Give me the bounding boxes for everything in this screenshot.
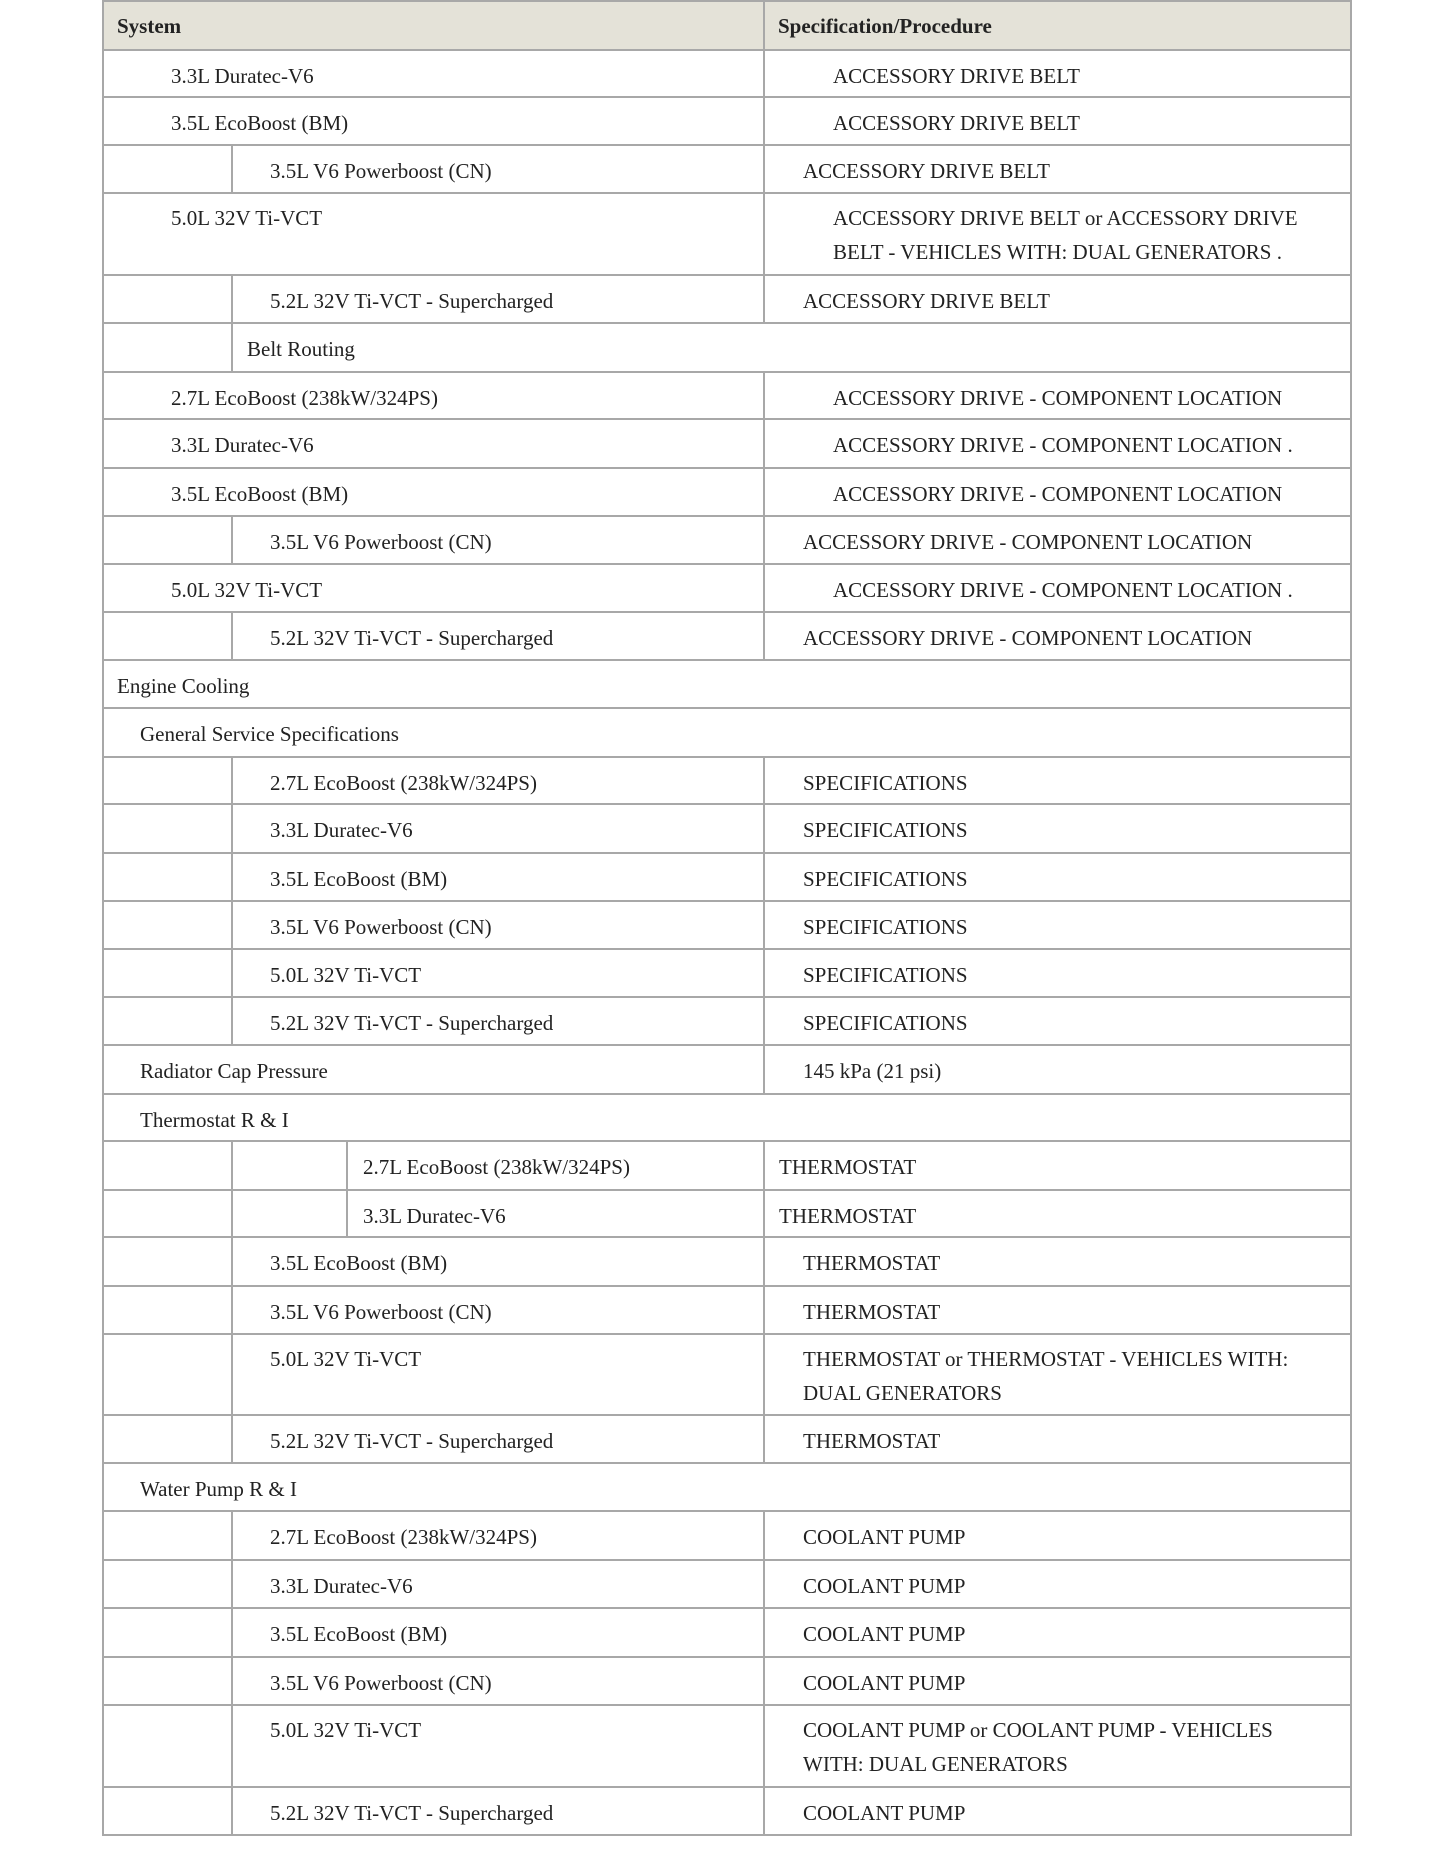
spec-value: ACCESSORY DRIVE BELT [803,289,1050,313]
system-label: 3.5L EcoBoost (BM) [270,867,448,891]
spec-value: COOLANT PUMP [803,1801,966,1825]
system-cell [104,1095,1350,1140]
table-header [102,0,1352,51]
system-cell [104,469,763,515]
spec-value: ACCESSORY DRIVE - COMPONENT LOCATION . [833,433,1293,457]
table-row [102,1510,1352,1561]
spec-cell [763,902,1350,948]
spec-value: THERMOSTAT [779,1204,917,1228]
system-label: 2.7L EcoBoost (238kW/324PS) [270,1525,537,1549]
system-label: 3.5L V6 Powerboost (CN) [270,530,492,554]
spec-cell [763,1335,1350,1414]
system-cell [104,1512,763,1559]
system-cell [104,1046,763,1093]
table-row [102,659,1352,709]
system-label: 3.3L Duratec-V6 [171,64,314,88]
table-row [102,1786,1352,1836]
spec-cell [763,1287,1350,1333]
table-row [102,1093,1352,1142]
table-row [102,1559,1352,1609]
spec-cell [763,1416,1350,1462]
system-cell [104,661,1350,707]
spec-cell [763,805,1350,852]
system-cell [104,276,763,322]
spec-cell [763,1609,1350,1656]
spec-cell [763,194,1350,274]
table-row [102,515,1352,565]
table-row [102,371,1352,420]
spec-value: ACCESSORY DRIVE BELT [833,64,1080,88]
spec-value: ACCESSORY DRIVE - COMPONENT LOCATION [803,626,1253,650]
system-cell [104,517,763,563]
system-cell [104,146,763,192]
table-row [102,1607,1352,1658]
table-row [102,948,1352,998]
spec-value: SPECIFICATIONS [803,771,968,795]
spec-cell [763,1706,1350,1786]
system-label: 3.3L Duratec-V6 [270,1574,413,1598]
spec-cell [763,1561,1350,1607]
system-cell [104,1335,763,1414]
system-label: 5.0L 32V Ti-VCT [270,1718,422,1742]
table-row [102,1414,1352,1464]
table-row [102,192,1352,276]
table-row [102,756,1352,805]
table-row [102,1044,1352,1095]
system-label: 5.0L 32V Ti-VCT [171,206,323,230]
spec-cell [763,950,1350,996]
table-row [102,803,1352,854]
system-label: 2.7L EcoBoost (238kW/324PS) [363,1155,630,1179]
table-row [102,996,1352,1046]
table-row [102,611,1352,661]
spec-value: THERMOSTAT or THERMOSTAT - VEHICLES WITH: DUAL GENERATORS [803,1347,1289,1405]
spec-value: ACCESSORY DRIVE - COMPONENT LOCATION [833,482,1283,506]
system-label: 3.3L Duratec-V6 [270,818,413,842]
spec-value: ACCESSORY DRIVE BELT [803,159,1050,183]
spec-value: THERMOSTAT [803,1300,941,1324]
spec-cell [763,517,1350,563]
spec-cell [763,51,1350,96]
spec-cell [763,1788,1350,1834]
system-cell [104,805,763,852]
system-label: 3.5L EcoBoost (BM) [171,482,349,506]
system-label: 3.5L V6 Powerboost (CN) [270,159,492,183]
system-label: 5.0L 32V Ti-VCT [270,963,422,987]
spec-value: SPECIFICATIONS [803,963,968,987]
table-row [102,1656,1352,1706]
system-cell [104,1609,763,1656]
system-cell [104,854,763,900]
system-cell [104,998,763,1044]
spec-cell [763,565,1350,611]
system-label: 3.3L Duratec-V6 [363,1204,506,1228]
spec-cell [763,420,1350,467]
system-label: 5.2L 32V Ti-VCT - Supercharged [270,1011,554,1035]
table-row [102,467,1352,517]
table-row [102,1333,1352,1416]
system-cell [104,98,763,144]
spec-cell [763,758,1350,803]
spec-value: THERMOSTAT [803,1251,941,1275]
spec-value: ACCESSORY DRIVE BELT or ACCESSORY DRIVE BELT - VEHICLES WITH: DUAL GENERATORS . [833,206,1298,264]
spec-value: COOLANT PUMP [803,1622,966,1646]
spec-cell [763,1238,1350,1285]
spec-value: 145 kPa (21 psi) [803,1059,942,1083]
system-label: 5.0L 32V Ti-VCT [171,578,323,602]
spec-value: ACCESSORY DRIVE - COMPONENT LOCATION [833,386,1283,410]
system-label: 5.2L 32V Ti-VCT - Supercharged [270,626,554,650]
table-row [102,707,1352,758]
spec-cell [763,854,1350,900]
table-row [102,1704,1352,1788]
system-cell [104,950,763,996]
spec-value: SPECIFICATIONS [803,915,968,939]
system-label: 2.7L EcoBoost (238kW/324PS) [270,771,537,795]
system-cell [104,1658,763,1704]
spec-cell [763,469,1350,515]
system-label: 3.5L V6 Powerboost (CN) [270,915,492,939]
table-row [102,418,1352,469]
header-cell-system [104,2,763,49]
spec-value: SPECIFICATIONS [803,818,968,842]
spec-value: SPECIFICATIONS [803,867,968,891]
table-row [102,1189,1352,1238]
table-row [102,322,1352,373]
table-row [102,852,1352,902]
spec-value: COOLANT PUMP [803,1574,966,1598]
spec-cell [763,1512,1350,1559]
spec-value: ACCESSORY DRIVE - COMPONENT LOCATION . [833,578,1293,602]
system-cell [104,324,1350,371]
system-cell [104,709,1350,756]
system-cell [104,1191,763,1236]
column-header-spec: Specification/Procedure [778,14,992,38]
spec-cell [763,613,1350,659]
system-label: 3.5L V6 Powerboost (CN) [270,1671,492,1695]
system-label: 3.5L EcoBoost (BM) [270,1622,448,1646]
spec-value: THERMOSTAT [779,1155,917,1179]
spec-value: COOLANT PUMP or COOLANT PUMP - VEHICLES WITH: DUAL GENERATORS [803,1718,1273,1776]
table-row [102,1236,1352,1287]
table-row [102,1285,1352,1335]
system-label: 3.5L V6 Powerboost (CN) [270,1300,492,1324]
system-label: 5.0L 32V Ti-VCT [270,1347,422,1371]
system-label: General Service Specifications [140,722,399,746]
system-label: 3.5L EcoBoost (BM) [171,111,349,135]
spec-cell [763,373,1350,418]
spec-cell [763,1658,1350,1704]
spec-table [102,0,1352,1836]
spec-cell [763,276,1350,322]
system-cell [104,1788,763,1834]
system-label: 5.2L 32V Ti-VCT - Supercharged [270,1801,554,1825]
system-cell [104,373,763,418]
system-cell [104,902,763,948]
table-row [102,49,1352,98]
system-label: Thermostat R & I [140,1108,289,1132]
table-row [102,274,1352,324]
spec-cell [763,98,1350,144]
system-cell [104,194,763,274]
table-row [102,1462,1352,1512]
system-cell [104,420,763,467]
system-label: Radiator Cap Pressure [140,1059,328,1083]
system-cell [104,1287,763,1333]
spec-cell [763,1191,1350,1236]
system-label: 3.3L Duratec-V6 [171,433,314,457]
system-label: 5.2L 32V Ti-VCT - Supercharged [270,289,554,313]
header-cell-spec [763,2,1350,49]
table-row [102,96,1352,146]
system-label: 3.5L EcoBoost (BM) [270,1251,448,1275]
spec-cell [763,998,1350,1044]
spec-value: COOLANT PUMP [803,1525,966,1549]
table-row [102,144,1352,194]
system-label: Engine Cooling [117,674,250,698]
table-row [102,1140,1352,1191]
system-cell [104,1416,763,1462]
column-header-system: System [117,14,182,38]
system-cell [104,565,763,611]
system-label: Belt Routing [247,337,355,361]
system-label: 5.2L 32V Ti-VCT - Supercharged [270,1429,554,1453]
spec-cell [763,1142,1350,1189]
system-label: 2.7L EcoBoost (238kW/324PS) [171,386,438,410]
system-cell [104,613,763,659]
spec-value: COOLANT PUMP [803,1671,966,1695]
spec-cell [763,146,1350,192]
system-cell [104,1561,763,1607]
system-cell [104,1706,763,1786]
table-row [102,563,1352,613]
spec-value: ACCESSORY DRIVE BELT [833,111,1080,135]
table-row [102,900,1352,950]
spec-value: THERMOSTAT [803,1429,941,1453]
spec-value: SPECIFICATIONS [803,1011,968,1035]
system-label: Water Pump R & I [140,1477,297,1501]
system-cell [104,1238,763,1285]
system-cell [104,51,763,96]
spec-cell [763,1046,1350,1093]
spec-value: ACCESSORY DRIVE - COMPONENT LOCATION [803,530,1253,554]
system-cell [104,758,763,803]
system-cell [104,1142,763,1189]
system-cell [104,1464,1350,1510]
